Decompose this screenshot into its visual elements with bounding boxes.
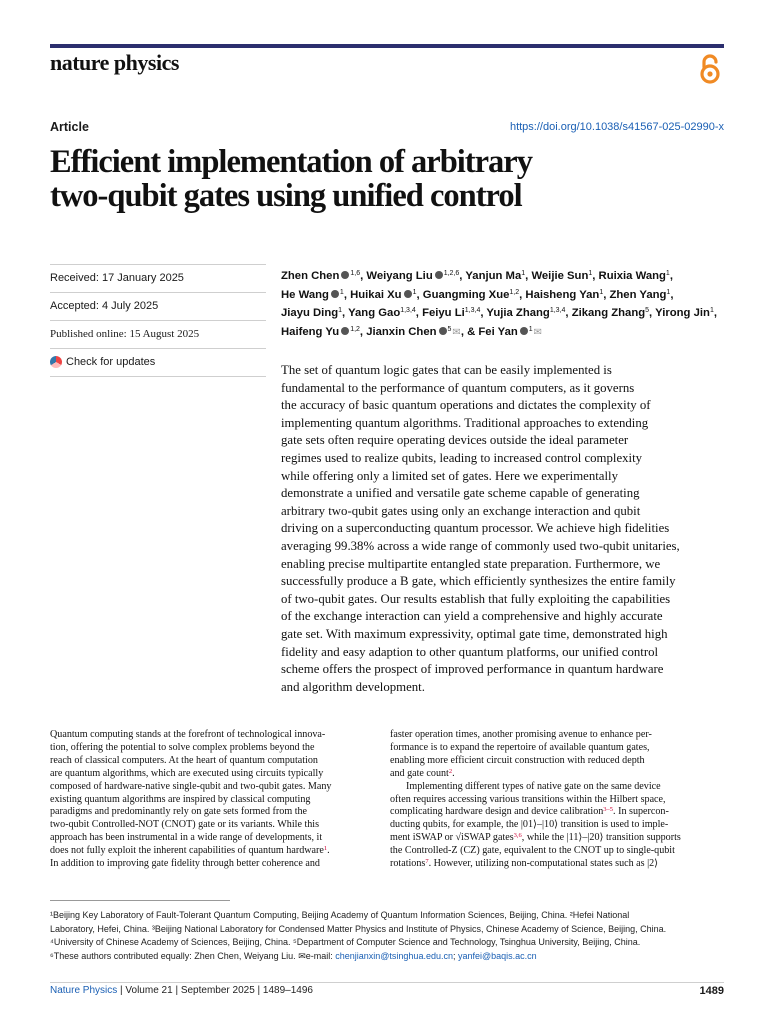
body-text: ment iSWAP or √iSWAP gates [390, 832, 514, 844]
body-text: does not fully exploit the inherent capabilities of quantum hardware [50, 845, 324, 857]
footnote-line: Laboratory, Hefei, China. ³Beijing National Laboratory for Condensed Matter Physics and Institute of Physics, Chinese Academy of Science, Beijing, China. [50, 923, 667, 934]
orcid-icon[interactable] [435, 271, 443, 279]
body-text: existing quantum algorithms are inspired by classical computing [50, 793, 311, 805]
body-line [50, 742, 384, 755]
page-number: 1489 [699, 985, 724, 997]
email-icon[interactable]: ✉ [533, 326, 543, 338]
author-name: Fei Yan [478, 325, 518, 338]
abstract-line: the accuracy of basic quantum operations and dictates the complexity of [281, 398, 651, 413]
footnote-line [50, 950, 730, 964]
author-affiliation: 1 [665, 270, 670, 277]
citation-ref[interactable]: 1 [323, 845, 328, 853]
body-line [50, 781, 384, 794]
body-text: complicating hardware design and device calibration [390, 806, 604, 818]
author[interactable] [465, 270, 525, 282]
body-line [390, 794, 724, 807]
author-name: Jianxin Chen [366, 325, 437, 338]
author-name: Haisheng Yan [525, 288, 600, 301]
body-text: formance is to expand the repertoire of available quantum gates, [390, 741, 650, 753]
check-for-updates-label: Check for updates [66, 356, 156, 368]
body-text: . [452, 767, 455, 779]
author[interactable] [348, 307, 416, 319]
author-name: Huikai Xu [350, 288, 402, 301]
author-affiliation: 1 [339, 288, 344, 296]
author-affiliation: 5 [645, 307, 650, 315]
abstract-line: and algorithm development. [281, 679, 425, 694]
body-text: the Controlled-Z (CZ) gate, equivalent to the CNOT up to single-qubit [390, 845, 675, 857]
author-affiliation: 1,3,4 [549, 307, 566, 315]
orcid-icon[interactable] [404, 290, 412, 298]
doi-link[interactable]: https://doi.org/10.1038/s41567-025-02990-x [509, 121, 724, 133]
body-text: . However, utilizing non-computational states such as |2⟩ [428, 858, 659, 870]
author-name: Ruixia Wang [598, 270, 666, 282]
body-text: reach of classical computers. At the heart of quantum computation [50, 754, 318, 766]
author[interactable] [350, 289, 416, 301]
email-icon: ✉ [298, 951, 306, 962]
author-line: Jiayu Ding$^1$, Yang Gao$^{1,3,4}$, Feiyu Li$^{1,3,4}$, Yujia Zhang$^{1,3,4}$, Zikang Zhang$^5$, Yirong Jin$^1$, [281, 307, 717, 320]
body-text: and gate count [390, 767, 449, 779]
author-name: Haifeng Yu [281, 325, 340, 338]
body-line [390, 832, 724, 845]
body-line [390, 781, 724, 794]
body-text: , while the |11⟩–|20⟩ transition supports [521, 832, 681, 844]
received-date: Received: 17 January 2025 [50, 264, 266, 293]
abstract-line: implementing quantum algorithms. Traditional approaches to extending [281, 415, 649, 430]
abstract-line: fundamental to the performance of quantum computers, as it governs [281, 380, 635, 395]
author-affiliation: 1 [709, 307, 714, 315]
body-line [50, 755, 384, 768]
author[interactable] [422, 307, 480, 319]
author-name: Yanjun Ma [465, 270, 522, 282]
body-column-right [390, 729, 724, 871]
body-text: ducting qubits, for example, the |01⟩–|10⟩ transition is used to imple- [390, 819, 669, 831]
email-icon[interactable]: ✉ [452, 326, 461, 338]
author[interactable] [599, 270, 670, 282]
article-metadata [50, 264, 266, 377]
body-line [50, 819, 384, 832]
author-name: Zhen Chen [281, 270, 340, 282]
author[interactable] [366, 326, 461, 338]
author-affiliation: 1,2 [509, 288, 520, 296]
body-column-left [50, 729, 384, 871]
orcid-icon[interactable] [341, 271, 349, 279]
author-name: Jiayu Ding [281, 307, 339, 320]
abstract [281, 362, 727, 696]
body-text: enabling more efficient circuit construction with reduced depth [390, 754, 645, 766]
body-line [390, 729, 724, 742]
author[interactable] [486, 307, 565, 319]
abstract-line: regimes used to realize qubits, leading to increased control complexity [281, 450, 643, 465]
footnote-line: ¹Beijing Key Laboratory of Fault-Tolerant Quantum Computing, Beijing Academy of Quantum Information Sciences, Beijing, China. ²Hefei National [50, 910, 630, 920]
body-line [50, 794, 384, 807]
abstract-line: gate set. With maximum expressivity, optimal gate time, demonstrated high [281, 626, 668, 641]
email-separator: ; [452, 951, 458, 962]
abstract-line: enabling precise multipartite entangled state preparation. Furthermore, we [281, 556, 661, 571]
body-line [390, 742, 724, 755]
body-line [390, 768, 724, 781]
author[interactable] [366, 270, 459, 282]
body-text: paradigms and predominantly rely on gate sets formed from the [50, 806, 308, 818]
abstract-line: while offering only a limited set of gates. Here we experimentally [281, 468, 618, 483]
body-text: faster operation times, another promising avenue to enhance per- [390, 729, 652, 740]
body-line [390, 819, 724, 832]
orcid-icon[interactable] [439, 327, 447, 335]
abstract-line: fidelity and easy adaption to other quantum platforms, our unified control [281, 644, 659, 659]
email-link-yan[interactable]: yanfei@baqis.ac.cn [457, 951, 537, 962]
body-line [390, 806, 724, 819]
author-affiliation: 1,2 [350, 325, 360, 333]
footer-divider [50, 982, 724, 983]
body-line [390, 858, 724, 871]
body-line [50, 806, 384, 819]
author-name: Yirong Jin [655, 307, 710, 320]
open-access-icon[interactable] [696, 53, 724, 85]
author-line: Zhen Chen $^{1,6}$, Weiyang Liu $^{1,2,6}$, Yanjun Ma$^1$, Weijie Sun$^1$, Ruixia Wang$^1$, [281, 270, 673, 282]
author-affiliation: 1,3,4 [464, 307, 481, 315]
body-line [390, 845, 724, 858]
author[interactable] [610, 289, 671, 301]
author[interactable] [572, 307, 649, 319]
accepted-date: Accepted: 4 July 2025 [50, 293, 266, 321]
body-text: . In supercon- [613, 806, 669, 818]
author-affiliation: 1 [528, 325, 533, 333]
journal-name[interactable]: nature physics [50, 50, 179, 75]
author[interactable] [281, 307, 342, 319]
abstract-line: of the exchange interaction can yield a comprehensive and highly accurate [281, 609, 663, 624]
body-line [50, 832, 384, 845]
abstract-line: successfully produce a B gate, which efficiently synthesizes the entire family [281, 574, 676, 589]
body-text: two-qubit Controlled-NOT (CNOT) gate or its variants. While this [50, 819, 320, 831]
header-bar [50, 44, 724, 48]
crossmark-icon [50, 356, 62, 368]
body-line [50, 858, 384, 871]
abstract-line: driving on a superconducting quantum processor. We achieve high fidelities [281, 521, 670, 536]
author-name: Weijie Sun [531, 270, 589, 282]
footer-journal-link[interactable]: Nature Physics [50, 985, 118, 996]
footer-details: | Volume 21 | September 2025 | 1489–1496 [117, 985, 313, 996]
body-line [50, 768, 384, 781]
orcid-icon[interactable] [341, 327, 349, 335]
abstract-line: gate sets often require operating devices outside the ideal parameter [281, 433, 629, 448]
orcid-icon[interactable] [331, 290, 339, 298]
footnote-line: ⁴University of Chinese Academy of Sciences, Beijing, China. ⁵Department of Computer Science and Technology, Tsinghua University, Beijing, China. [50, 937, 641, 948]
body-text: Implementing different types of native gate on the same device [406, 780, 661, 792]
email-label: e-mail: [305, 951, 336, 962]
abstract-line: The set of quantum logic gates that can be easily implemented is [281, 363, 612, 377]
abstract-line: demonstrate a unified and versatile gate scheme capable of generating [281, 486, 640, 501]
body-text: are quantum algorithms, which are executed using circuits typically [50, 767, 324, 779]
author-affiliation: 1 [599, 288, 604, 296]
body-line [390, 755, 724, 768]
author-name: Guangming Xue [422, 288, 510, 301]
article-title [50, 145, 730, 213]
body-line [50, 845, 384, 858]
author-name: Feiyu Li [422, 307, 465, 320]
article-type-label: Article [50, 120, 89, 134]
citation-ref[interactable]: 3,6 [513, 832, 522, 840]
author-name: He Wang [281, 288, 329, 301]
page-footer [50, 985, 313, 996]
body-line [50, 729, 384, 742]
body-text: often requires accessing various transitions within the Hilbert space, [390, 793, 666, 805]
citation-ref[interactable]: 3–5 [603, 806, 614, 814]
body-text: tion, offering the potential to solve complex problems beyond the [50, 741, 315, 753]
title-line: Efficient implementation of arbitrary [50, 144, 532, 180]
author-affiliation: 1 [588, 270, 593, 277]
author-affiliation: 1,2,6 [443, 270, 460, 277]
abstract-line: of two-qubit gates. Our results establish that fully exploiting the capabilities [281, 591, 671, 606]
author[interactable] [281, 270, 360, 282]
citation-ref[interactable]: 7 [425, 858, 429, 866]
author-list [281, 266, 727, 341]
author-affiliation: 1 [521, 270, 526, 277]
author-name: Weiyang Liu [366, 270, 433, 282]
abstract-line: averaging 99.38% across a wide range of commonly used two-qubit unitaries, [281, 538, 680, 553]
citation-ref[interactable]: 2 [448, 767, 453, 775]
abstract-line: scheme offers the prospect of improved performance in quantum hardware [281, 662, 664, 677]
author[interactable] [423, 289, 519, 301]
body-text: Quantum computing stands at the forefront of technological innova- [50, 729, 326, 740]
author-line: Haifeng Yu $^{1,2}$, Jianxin Chen $^5$✉, & Fei Yan $^1$✉ [281, 322, 727, 342]
author-affiliation: 1,3,4 [400, 307, 416, 315]
author[interactable] [531, 270, 592, 282]
author[interactable] [281, 326, 360, 338]
author-affiliation: 5 [447, 325, 452, 333]
published-date: Published online: 15 August 2025 [50, 321, 266, 349]
orcid-icon[interactable] [520, 327, 528, 335]
affiliations-footnotes [50, 909, 730, 964]
footnote-divider [50, 900, 230, 901]
author[interactable]: & Fei Yan $^1$✉ [467, 326, 542, 338]
equal-contribution-note: ⁶These authors contributed equally: Zhen Chen, Weiyang Liu. [50, 951, 299, 962]
author[interactable] [281, 289, 344, 301]
author-affiliation: 1 [412, 288, 417, 296]
author-name: Zikang Zhang [571, 307, 646, 320]
author-affiliation: 1,6 [350, 270, 361, 277]
body-text: In addition to improving gate fidelity through better coherence and [50, 858, 320, 870]
title-line: two-qubit gates using unified control [50, 178, 522, 214]
author-line: He Wang $^1$, Huikai Xu $^1$, Guangming Xue$^{1,2}$, Haisheng Yan$^1$, Zhen Yang$^1$, [281, 288, 674, 301]
author-name: Zhen Yang [609, 288, 667, 301]
author-affiliation: 1 [338, 307, 343, 315]
author-affiliation: 1 [666, 288, 671, 296]
author[interactable] [655, 307, 714, 319]
body-text: . [327, 845, 330, 857]
author-name: Yujia Zhang [486, 307, 550, 320]
author-name: Yang Gao [348, 307, 401, 320]
email-link-chen[interactable]: chenjianxin@tsinghua.edu.cn [335, 951, 453, 962]
body-text: approach has been instrumental in a wide range of developments, it [50, 832, 323, 844]
body-text: composed of hardware-native single-qubit and two-qubit gates. Many [50, 780, 332, 792]
body-text: rotations [390, 858, 426, 870]
abstract-line: arbitrary two-qubit gates using only an exchange interaction and qubit [281, 503, 641, 518]
check-for-updates-button[interactable] [50, 349, 266, 377]
author[interactable] [525, 289, 603, 301]
